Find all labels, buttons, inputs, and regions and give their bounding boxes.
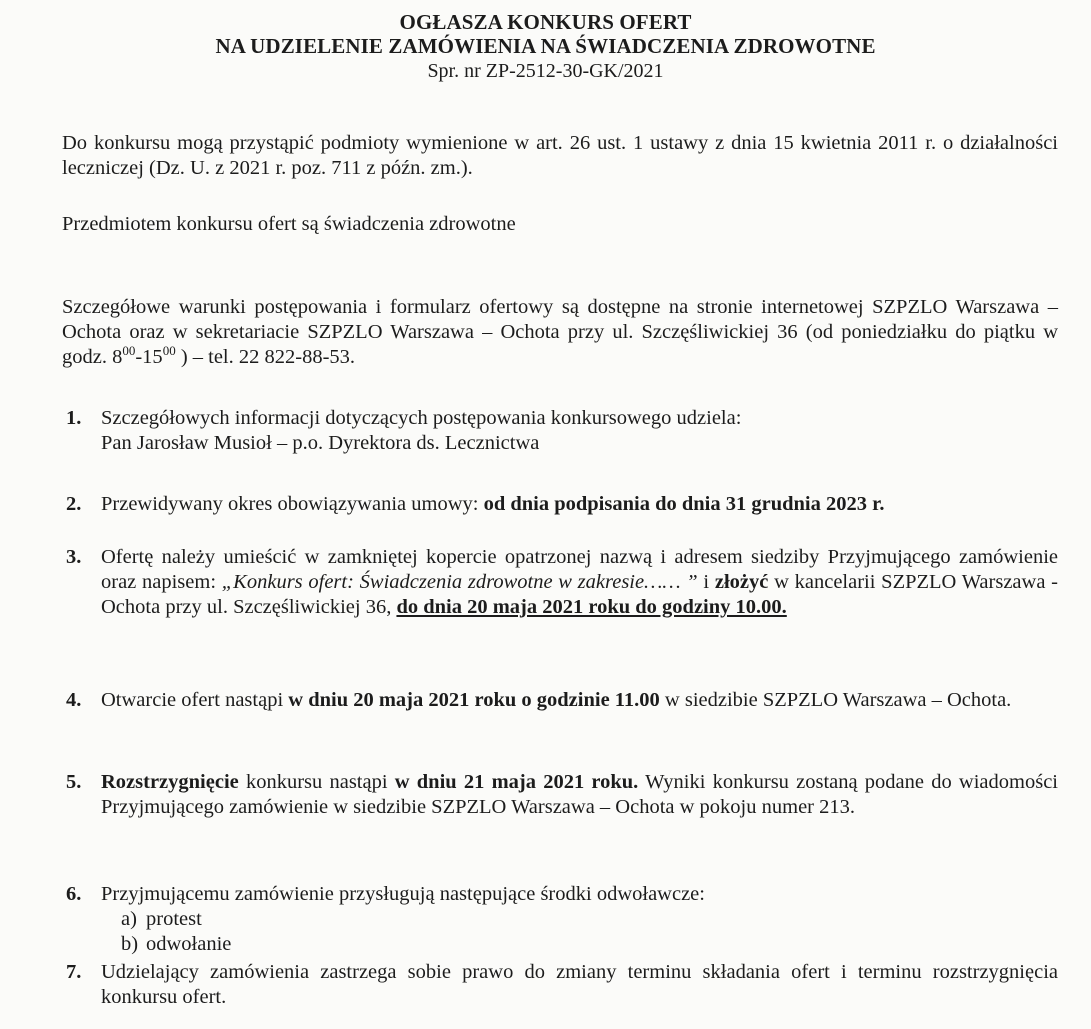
item-text-location: w kancelarii SZPZLO Warszawa - Ochota przy ul. Szczęśliwickiej 36, (101, 571, 1058, 618)
announcement-title: OGŁASZA KONKURS OFERT (399, 10, 692, 34)
item-text: Ofertę należy umieścić w zamkniętej kopercie opatrzonej nazwą i adresem siedziby Przyjmującego zamówienie oraz napisem: (101, 546, 1058, 593)
sub-item-protest (101, 907, 1058, 932)
conditions-text: Szczegółowe warunki postępowania i formularz ofertowy są dostępne na stronie internetowej SZPZLO Warszawa – Ochota oraz w sekretariacie SZPZLO Warszawa – Ochota przy ul. Szczęśliwickiej 36 (od poniedziałku do piątku w godz. 8 (62, 296, 1058, 368)
item-text-location: w siedzibie SZPZLO Warszawa – Ochota. (659, 689, 1012, 711)
opening-date: w dniu 20 maja 2021 roku o godzinie 11.00 (288, 689, 660, 711)
resolution-label: Rozstrzygnięcie (101, 771, 239, 793)
item-text: Przyjmującemu zamówienie przysługują następujące środki odwoławcze: (101, 883, 705, 905)
item-number: 6. (66, 883, 82, 905)
list-item-1 (62, 406, 1058, 456)
list-item-7 (62, 960, 1058, 1010)
list-item-2 (62, 492, 1058, 517)
hour-separator: -15 (135, 346, 163, 368)
hour-to-superscript: 00 (162, 343, 176, 358)
announcement-header (0, 10, 1091, 84)
submit-emphasis: złożyć (714, 571, 769, 593)
item-number: 5. (66, 771, 82, 793)
list-item-6 (62, 882, 1058, 957)
conditions-paragraph (62, 295, 1058, 370)
hour-from-superscript: 00 (122, 343, 136, 358)
item-text: Szczegółowych informacji dotyczących postępowania konkursowego udziela: (101, 407, 742, 429)
item-number: 2. (66, 493, 82, 515)
list-item-5 (62, 770, 1058, 820)
item-text: Otwarcie ofert nastąpi (101, 689, 289, 711)
eligibility-paragraph: Do konkursu mogą przystąpić podmioty wymienione w art. 26 ust. 1 ustawy z dnia 15 kwietnia 2011 r. o działalności leczniczej (Dz. U. z 2021 r. poz. 711 z późn. zm.). (62, 132, 1058, 179)
announcement-subtitle: NA UDZIELENIE ZAMÓWIENIA NA ŚWIADCZENIA ZDROWOTNE (215, 34, 876, 58)
item-text-results: Wyniki konkursu zostaną podane do wiadomości Przyjmującego zamówienie w siedzibie SZPZLO Warszawa – Ochota w pokoju numer 213. (101, 771, 1058, 818)
submission-deadline: do dnia 20 maja 2021 roku do godziny 10.00. (396, 596, 787, 618)
case-reference: Spr. nr ZP-2512-30-GK/2021 (427, 60, 664, 82)
sub-item-letter: b) (121, 933, 139, 955)
item-number: 7. (66, 961, 82, 983)
contract-period: od dnia podpisania do dnia 31 grudnia 2023 r. (483, 493, 885, 515)
item-number: 3. (66, 546, 82, 568)
list-item-4 (62, 688, 1058, 713)
item-text-contact: Pan Jarosław Musioł – p.o. Dyrektora ds. Lecznictwa (101, 432, 540, 454)
list-item-3 (62, 545, 1058, 620)
item-number: 4. (66, 689, 82, 711)
sub-item-text: protest (146, 908, 202, 930)
sub-item-text: odwołanie (146, 933, 232, 955)
item-text: Przewidywany okres obowiązywania umowy: (101, 493, 484, 515)
item-text-join: i (697, 571, 715, 593)
resolution-date: w dniu 21 maja 2021 roku. (394, 771, 639, 793)
subject-paragraph: Przedmiotem konkursu ofert są świadczenia zdrowotne (62, 213, 516, 235)
envelope-label: „Konkurs ofert: Świadczenia zdrowotne w zakresie…… ” (221, 571, 698, 593)
sub-item-appeal (101, 932, 1058, 957)
item-number: 1. (66, 407, 82, 429)
item-text: Udzielający zamówienia zastrzega sobie prawo do zmiany terminu składania ofert i terminu rozstrzygnięcia konkursu ofert. (101, 961, 1058, 1008)
sub-item-letter: a) (121, 908, 137, 930)
item-text: konkursu nastąpi (238, 771, 395, 793)
conditions-phone: ) – tel. 22 822-88-53. (175, 346, 356, 368)
